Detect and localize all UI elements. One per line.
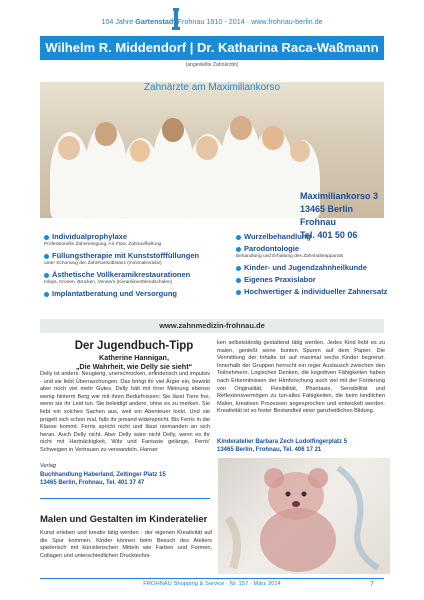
- service-item: Parodontologie: [236, 244, 299, 253]
- ad-tagline: Zahnärzte am Maximiliankorso: [143, 82, 281, 93]
- service-item: Implantatberatung und Versorgung: [44, 289, 177, 298]
- jugendbuch-body: Delly ist anders: Neugierig, unerschrocken, erfinderisch und impulsiv - und sie liebt Überraschungen. Das bringt ihr viel Ärger ein, bewirkt aber noch viel mehr Gutes. Delly hält mit ihrer Meinung ebenso wenig hinterm Berg wie mit ihren Bedürfnissen: Sie lässt Tiere frei, wenn sie ihr Leid tun. Sie beleidigt andere, ohne es zu merken. Sie liebt ein solches Sachen aus, weil ein Abenteuer lockt. Und sie prügelt sich schon mal, falls ihr jemand widerspricht. Bis Ferris in die Klasse kommt. Ferris spricht nicht und lässt niemanden an sich heran. Auch Delly nicht. Aber Delly wäre nicht Delly, wenn es ihr nicht mit Hartnäckigkeit, Witz und Fantasie gelänge, Ferris' Schweigen in Vertrauen zu verwandeln. Hanser: [40, 371, 210, 453]
- kinderatelier-contact: Kinderatelier Barbara Zech Ludolfingerplatz 5 13465 Berlin, Frohnau, Tel. 406 17 21: [217, 439, 348, 453]
- jugendbuch-heading: Der Jugendbuch-Tipp: [74, 340, 194, 352]
- ad-services: [40, 232, 388, 316]
- teddy-bear-painting: [218, 458, 390, 574]
- service-detail: unter Schonung der Zahnhartsubstanz (minimalinvasiv): [44, 261, 162, 266]
- kinderatelier-heading: Malen und Gestalten im Kinderatelier: [40, 514, 208, 525]
- service-item: Kinder- und Jugendzahnheilkunde: [236, 263, 367, 272]
- kinderatelier-body: Kunst erleben und kreativ tätig werden - der eigenen Kreativität auf die Spur kommen. Kinder können beim Besuch des Ateliers spielerisch mit künstlerischen Mitteln wie Farben und Formen, Collagen und unterschiedlichen Drucktechni-: [40, 530, 212, 559]
- service-item: Eigenes Praxislabor: [236, 275, 316, 284]
- service-item: Füllungstherapie mit Kunststofffüllungen: [44, 251, 199, 260]
- ad-title-bar: [40, 36, 384, 60]
- service-item: Ästhetische Vollkeramikrestaurationen: [44, 270, 190, 279]
- service-item: Individualprophylaxe: [44, 232, 127, 241]
- book-author: Katherine Hannigan,: [99, 353, 169, 362]
- header-text: 104 Jahre Gartenstadt Frohnau 1910 - 2014 · www.frohnau-berlin.de: [101, 17, 323, 26]
- section-divider: [40, 498, 210, 499]
- ad-address: Maximiliankorso 3 13465 Berlin Frohnau Tel. 401 50 06: [300, 191, 379, 240]
- dental-advertisement: [40, 36, 388, 333]
- book-title: „Die Wahrheit, wie Delly sie sieht“: [75, 362, 193, 371]
- service-item: Hochwertiger & individueller Zahnersatz: [236, 287, 387, 296]
- service-detail: Inlays, Kronen, Brücken, Veneers (Keramikverblendschalen): [44, 280, 173, 285]
- ad-subtitle: (angestellte Zahnärztin): [185, 62, 239, 68]
- service-detail: Professionelle Zahnreinigung, Air Flow, Zahnaufhellung: [44, 242, 162, 247]
- service-detail: Behandlung und Erhaltung des Zahnhalteapparats: [236, 254, 344, 259]
- page-number: 7: [370, 581, 374, 588]
- page-header: [0, 0, 424, 34]
- footer-line: [40, 578, 384, 579]
- kinderatelier-body-continued: ken selbstständig gestaltend tätig werden. Jedes Kind liebt es zu malen, genießt seine bunten Spuren auf dem Papier. Die Vermittlung der Inhalte ist auf maximal sechs Kinder begrenzt. Innerhalb der Gruppen herrscht ein reger Austausch zwischen den Teilnehmern. Logisches Denken, die kognitiven Fähigkeiten haben nach Erkenntnissen der Hirnforschung auch viel mit der Förderung von Originalität, Flexibilität, Phantasie, Sensibilität und Reflexionsvermögen zu tun-alles Fähigkeiten, die beim kindlichen Malen, kreativen Prozessen angesprochen und entwickelt werden. Kreativität ist so fester Bestandteil einer ganzheitlichen Bildung.: [217, 340, 385, 415]
- ad-website[interactable]: www.zahnmedizin-frohnau.de: [40, 319, 384, 333]
- ad-title: Wilhelm R. Middendorf | Dr. Katharina Raca-Waßmann: [45, 40, 379, 55]
- publisher: Hanser: [139, 446, 158, 453]
- bookshop-contact: Buchhandlung Haberland, Zeltinger Platz 15 13465 Berlin, Frohnau, Tel. 401 37 47: [40, 472, 166, 486]
- service-item: Wurzelbehandlung: [236, 232, 311, 241]
- footer-text: FROHNAU Shopping & Service · Nr. 157 · März 2014: [143, 581, 281, 587]
- publisher-suffix: Verlag: [40, 463, 56, 469]
